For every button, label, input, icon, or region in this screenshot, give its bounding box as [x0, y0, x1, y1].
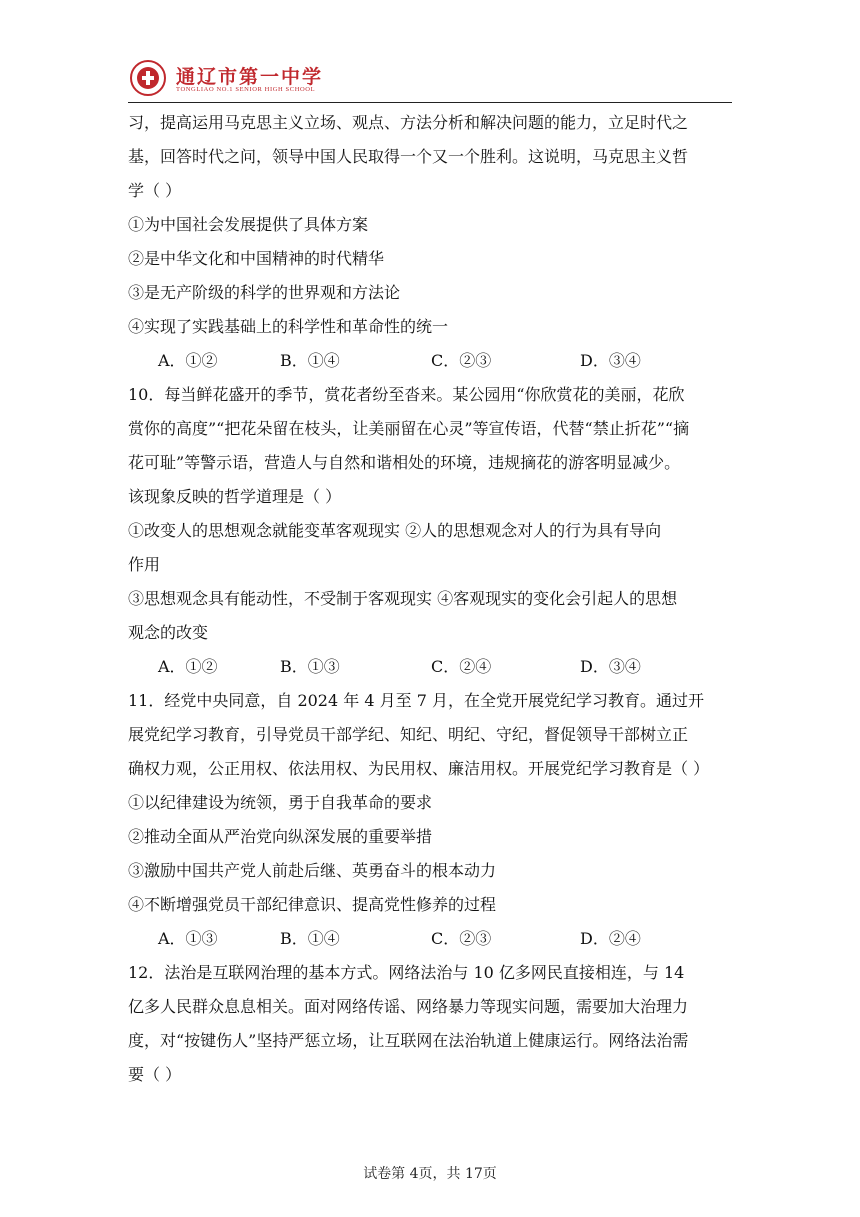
- exam-content: [128, 106, 738, 1092]
- statement-item: 作用: [128, 555, 161, 574]
- question-text-line: 花可耻”等警示语，营造人与自然和谐相处的环境，违规摘花的游客明显减少。: [128, 453, 681, 472]
- option-b: B．①④: [280, 929, 340, 948]
- question-12: [128, 956, 738, 1092]
- statement-item: ①以纪律建设为统领，勇于自我革命的要求: [128, 793, 433, 812]
- question-text-line: 亿多人民群众息息相关。面对网络传谣、网络暴力等现实问题，需要加大治理力: [128, 997, 689, 1016]
- question-text-line: 度，对“按键伤人”坚持严惩立场，让互联网在法治轨道上健康运行。网络法治需: [128, 1031, 689, 1050]
- option-d: D．③④: [580, 657, 641, 676]
- question-text-line: 10．每当鲜花盛开的季节，赏花者纷至沓来。某公园用“你欣赏花的美丽，花欣: [128, 385, 685, 404]
- answer-options: [128, 650, 738, 684]
- option-b: B．①④: [280, 351, 340, 370]
- header-divider: [128, 102, 732, 103]
- statement-item: ③是无产阶级的科学的世界观和方法论: [128, 283, 401, 302]
- statement-item: ③思想观念具有能动性，不受制于客观现实 ④客观现实的变化会引起人的思想: [128, 589, 678, 608]
- question-text-line: 赏你的高度”“把花朵留在枝头，让美丽留在心灵”等宣传语，代替“禁止折花”“摘: [128, 419, 690, 438]
- page-header: [128, 60, 732, 102]
- option-c: C．②④: [431, 657, 492, 676]
- option-c: C．②③: [431, 929, 492, 948]
- question-text-line: 确权力观，公正用权、依法用权、为民用权、廉洁用权。开展党纪学习教育是（ ）: [128, 759, 710, 778]
- option-b: B．①③: [280, 657, 340, 676]
- question-9: [128, 106, 738, 378]
- option-a: A．①③: [158, 929, 218, 948]
- question-text-line: 学（ ）: [128, 181, 182, 200]
- answer-options: [128, 344, 738, 378]
- question-text-line: 基，回答时代之问，领导中国人民取得一个又一个胜利。这说明，马克思主义哲: [128, 147, 689, 166]
- statement-item: ①改变人的思想观念就能变革客观现实 ②人的思想观念对人的行为具有导向: [128, 521, 662, 540]
- statement-item: ②是中华文化和中国精神的时代精华: [128, 249, 385, 268]
- question-text-line: 该现象反映的哲学道理是（ ）: [128, 487, 342, 506]
- question-text-line: 11．经党中央同意，自 2024 年 4 月至 7 月，在全党开展党纪学习教育。通过开: [128, 691, 704, 710]
- question-text-line: 习，提高运用马克思主义立场、观点、方法分析和解决问题的能力，立足时代之: [128, 113, 689, 132]
- statement-item: ④不断增强党员干部纪律意识、提高党性修养的过程: [128, 895, 497, 914]
- option-c: C．②③: [431, 351, 492, 370]
- statement-item: ①为中国社会发展提供了具体方案: [128, 215, 369, 234]
- school-name-en: TONGLIAO NO.1 SENIOR HIGH SCHOOL: [176, 86, 316, 93]
- question-text-line: 展党纪学习教育，引导党员干部学纪、知纪、明纪、守纪，督促领导干部树立正: [128, 725, 689, 744]
- option-d: D．②④: [580, 929, 641, 948]
- school-logo: [130, 60, 166, 96]
- statement-item: ④实现了实践基础上的科学性和革命性的统一: [128, 317, 449, 336]
- question-11: [128, 684, 738, 956]
- statement-item: ②推动全面从严治党向纵深发展的重要举措: [128, 827, 433, 846]
- option-a: A．①②: [158, 351, 218, 370]
- question-10: [128, 378, 738, 684]
- option-d: D．③④: [580, 351, 641, 370]
- question-text-line: 12．法治是互联网治理的基本方式。网络法治与 10 亿多网民直接相连，与 14: [128, 963, 685, 982]
- question-text-line: 要（ ）: [128, 1065, 182, 1084]
- school-name-cn: 通辽市第一中学: [176, 66, 324, 88]
- page-number: 试卷第 4页，共 17页: [363, 1166, 497, 1182]
- option-a: A．①②: [158, 657, 218, 676]
- answer-options: [128, 922, 738, 956]
- statement-item: 观念的改变: [128, 623, 209, 642]
- statement-item: ③激励中国共产党人前赴后继、英勇奋斗的根本动力: [128, 861, 497, 880]
